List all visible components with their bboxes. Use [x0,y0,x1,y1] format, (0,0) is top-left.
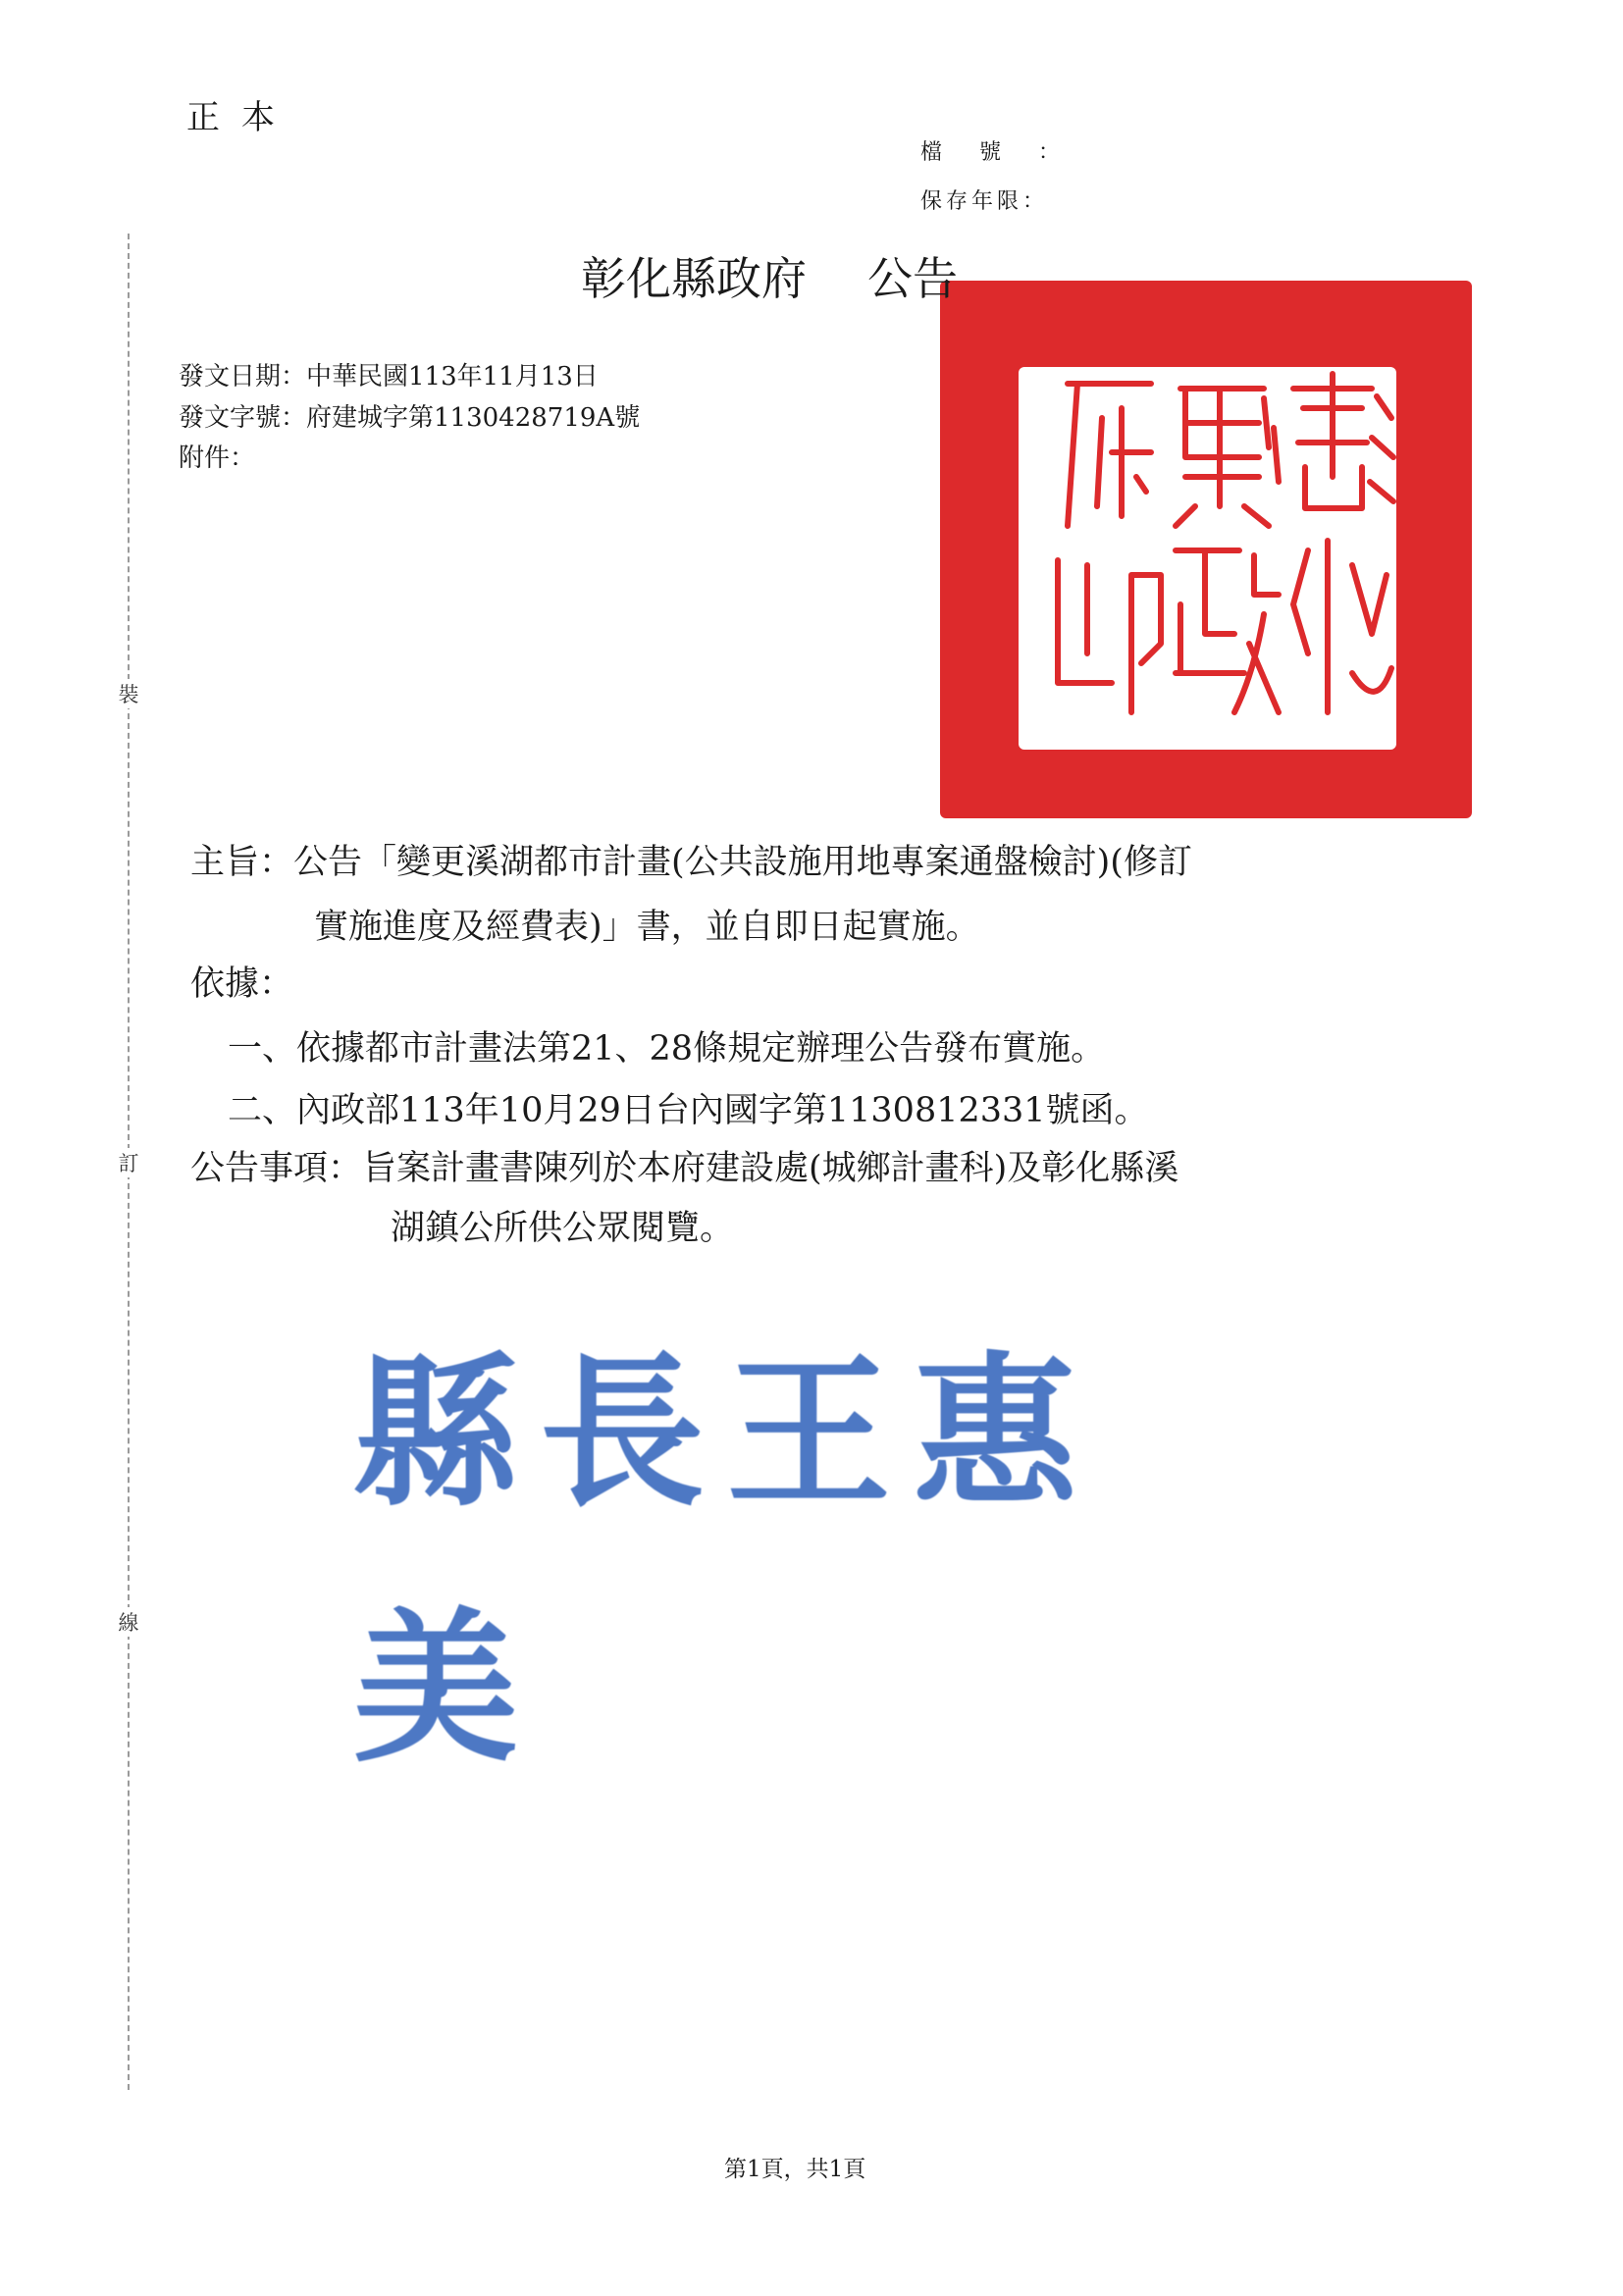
magistrate-signature-stamp: 縣長王惠美 [353,1335,1099,1785]
archive-number-label: 檔號： [920,140,1098,165]
binding-char-2: 訂 [116,1148,141,1177]
basis-item-2: 二、內政部113年10月29日台內國字第1130812331號函。 [228,1091,1149,1130]
announcement-line-1: 公告事項：旨案計畫書陳列於本府建設處(城鄉計畫科)及彰化縣溪 [190,1149,1179,1188]
issue-date: 發文日期：中華民國113年11月13日 [179,362,599,391]
announcement-line-2: 湖鎮公所供公眾閱覽。 [391,1209,735,1248]
document-title [581,243,958,308]
retention-period-label: 保存年限： [920,189,1049,214]
basis-item-1: 一、依據都市計畫法第21、28條規定辦理公告發布實施。 [228,1029,1106,1069]
basis-label: 依據： [190,965,294,1004]
subject-line-2: 實施進度及經費表)」書，並自即日起實施。 [314,908,980,947]
official-seal [940,281,1472,818]
page-number: 第1頁，共1頁 [724,2157,866,2182]
document-number: 發文字號：府建城字第1130428719A號 [179,403,641,433]
attachment-label: 附件： [179,444,256,473]
seal-glyphs [940,281,1472,818]
binding-char-1: 裝 [116,679,141,708]
binding-char-3: 線 [116,1607,141,1637]
archive-number [920,135,1103,166]
retention-period [920,184,1054,215]
copy-mark: 正本 [186,98,296,137]
issuing-agency: 彰化縣政府 [581,252,807,305]
subject-line-1: 主旨：公告「變更溪湖都市計畫(公共設施用地專案通盤檢討)(修訂 [190,843,1192,882]
document-type: 公告 [867,252,958,305]
